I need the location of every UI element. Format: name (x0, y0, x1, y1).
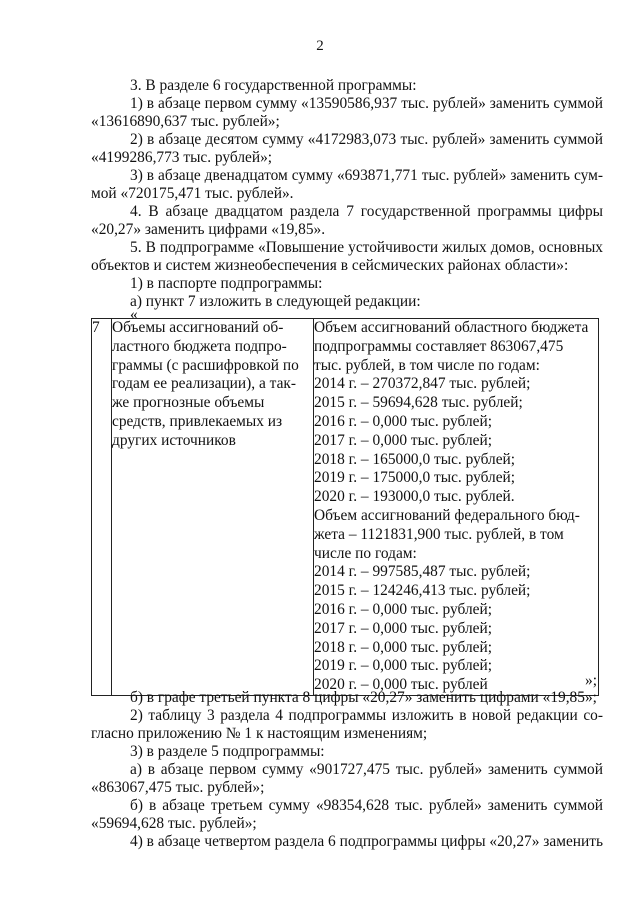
text-line: 5. В подпрограмме «Повышение устойчивости жилых домов, основных (130, 239, 603, 256)
cell-line: 2019 г. – 0,000 тыс. рублей; (314, 657, 492, 675)
cell-line: Объемы ассигнований об- (112, 319, 284, 336)
cell-line: граммы (с расшифровкой по (112, 356, 299, 374)
text-line: 2) в абзаце десятом сумму «4172983,073 тыс. рублей» заменить суммой (130, 131, 603, 148)
opening-quote: « (130, 306, 138, 323)
cell-line: средств, привлекаемых из (112, 412, 283, 430)
cell-line: 2020 г. – 0,000 тыс. рублей (314, 676, 488, 694)
cell-line: числе по годам: (314, 544, 417, 562)
text-line: «20,27» заменить цифрами «19,85». (91, 221, 326, 238)
row-number-cell (92, 319, 112, 696)
text-line: «863067,475 тыс. рублей»; (91, 779, 265, 796)
text-line: объектов и систем жизнеобеспечения в сейсмических районах области»: (91, 257, 569, 274)
page-number: 2 (316, 38, 324, 54)
text-line: 3. В разделе 6 государственной программы: (130, 77, 417, 94)
text-line: 2) таблицу 3 раздела 4 подпрограммы изложить в новой редакции со- (130, 707, 603, 724)
text-line: б) в абзаце третьем сумму «98354,628 тыс. рублей» заменить суммой (130, 797, 603, 814)
cell-line: 2019 г. – 175000,0 тыс. рублей; (314, 469, 516, 487)
cell-line: 2014 г. – 997585,487 тыс. рублей; (314, 563, 531, 581)
text-line: мой «720175,471 тыс. рублей». (91, 185, 294, 202)
cell-line: Объем ассигнований областного бюджета (314, 319, 589, 336)
cell-line: других источников (112, 431, 236, 449)
amendment-table (91, 318, 599, 696)
cell-line: 2017 г. – 0,000 тыс. рублей; (314, 431, 492, 449)
cell-line: 2018 г. – 0,000 тыс. рублей; (314, 638, 492, 656)
text-line: а) в абзаце первом сумму «901727,475 тыс. рублей» заменить суммой (130, 761, 603, 778)
text-line: а) пункт 7 изложить в следующей редакции: (130, 293, 421, 310)
cell-line: 2020 г. – 193000,0 тыс. рублей. (314, 488, 515, 506)
row-number: 7 (92, 319, 100, 336)
text-line: 3) в разделе 5 подпрограммы: (130, 743, 325, 760)
text-line: «13616890,637 тыс. рублей»; (91, 113, 280, 130)
text-line: «59694,628 тыс. рублей»; (91, 815, 257, 832)
text-line: б) в графе третьей пункта 8 цифры «20,27» заменить цифрами «19,85»; (130, 689, 597, 706)
cell-line: 2018 г. – 165000,0 тыс. рублей; (314, 450, 516, 468)
row-name-cell (112, 319, 314, 696)
cell-line: 2017 г. – 0,000 тыс. рублей; (314, 619, 492, 637)
cell-line: жета – 1121831,900 тыс. рублей, в том (314, 525, 564, 543)
cell-line: 2015 г. – 59694,628 тыс. рублей; (314, 394, 523, 412)
cell-line: же прогнозные объемы (112, 394, 265, 412)
cell-line: 2016 г. – 0,000 тыс. рублей; (314, 412, 492, 430)
text-line: 3) в абзаце двенадцатом сумму «693871,771 тыс. рублей» заменить сум- (130, 167, 603, 184)
closing-quote: »; (585, 672, 597, 689)
cell-line: 2016 г. – 0,000 тыс. рублей; (314, 600, 492, 618)
cell-line: подпрограммы составляет 863067,475 (314, 337, 564, 355)
row-value-cell (314, 319, 599, 696)
cell-line: ластного бюджета подпро- (112, 337, 287, 355)
cell-line: 2015 г. – 124246,413 тыс. рублей; (314, 582, 531, 600)
text-line: «4199286,773 тыс. рублей»; (91, 149, 273, 166)
cell-line: годам ее реализации), а так- (112, 375, 297, 393)
cell-line: Объем ассигнований федерального бюд- (314, 506, 580, 524)
text-line: гласно приложению № 1 к настоящим изменениям; (91, 725, 428, 742)
table-row (92, 319, 599, 696)
text-line: 4. В абзаце двадцатом раздела 7 государственной программы цифры (130, 203, 603, 220)
cell-line: 2014 г. – 270372,847 тыс. рублей; (314, 375, 531, 393)
text-line: 1) в паспорте подпрограммы: (130, 275, 323, 292)
cell-line: тыс. рублей, в том числе по годам: (314, 356, 540, 374)
text-line: 4) в абзаце четвертом раздела 6 подпрограммы цифры «20,27» заменить (130, 833, 603, 850)
text-line: 1) в абзаце первом сумму «13590586,937 тыс. рублей» заменить суммой (130, 95, 603, 112)
